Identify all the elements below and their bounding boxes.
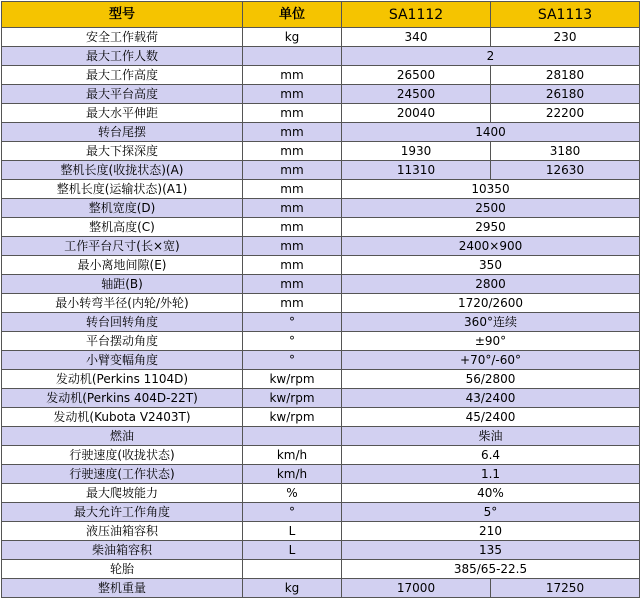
spec-label: 液压油箱容积 [2,522,243,541]
spec-label: 最大工作高度 [2,66,243,85]
spec-label: 最小转弯半径(内轮/外轮) [2,294,243,313]
spec-unit: mm [243,123,342,142]
spec-value: 10350 [342,180,640,199]
spec-value-sa1112: 340 [342,28,491,47]
spec-value: 360°连续 [342,313,640,332]
spec-value: 43/2400 [342,389,640,408]
table-row [2,522,640,541]
spec-value: 135 [342,541,640,560]
spec-unit [243,560,342,579]
header-sa1113: SA1113 [491,2,640,28]
spec-unit: kw/rpm [243,370,342,389]
table-row [2,161,640,180]
table-row [2,332,640,351]
spec-unit: km/h [243,465,342,484]
spec-label: 轴距(B) [2,275,243,294]
spec-value-sa1112: 24500 [342,85,491,104]
spec-unit: mm [243,85,342,104]
spec-unit: ° [243,351,342,370]
spec-value: 1.1 [342,465,640,484]
spec-label: 行驶速度(收拢状态) [2,446,243,465]
spec-body [2,28,640,598]
table-row [2,237,640,256]
spec-value: 350 [342,256,640,275]
header-unit: 单位 [243,2,342,28]
spec-value: 2 [342,47,640,66]
spec-value-sa1113: 12630 [491,161,640,180]
header-model: 型号 [2,2,243,28]
spec-unit: mm [243,66,342,85]
spec-unit: kg [243,28,342,47]
spec-value-sa1112: 26500 [342,66,491,85]
spec-value: 6.4 [342,446,640,465]
spec-unit: mm [243,237,342,256]
spec-unit: mm [243,104,342,123]
spec-value: 1400 [342,123,640,142]
spec-value: 385/65-22.5 [342,560,640,579]
spec-unit: mm [243,161,342,180]
spec-unit [243,427,342,446]
table-row [2,28,640,47]
spec-value: 56/2800 [342,370,640,389]
spec-unit: ° [243,313,342,332]
table-row [2,142,640,161]
spec-unit: mm [243,142,342,161]
spec-value: 2800 [342,275,640,294]
spec-label: 最大平台高度 [2,85,243,104]
spec-label: 转台尾摆 [2,123,243,142]
spec-unit: mm [243,180,342,199]
spec-label: 转台回转角度 [2,313,243,332]
table-row [2,294,640,313]
spec-label: 平台摆动角度 [2,332,243,351]
spec-value: 柴油 [342,427,640,446]
spec-unit: mm [243,218,342,237]
spec-value: 2400×900 [342,237,640,256]
table-row [2,66,640,85]
spec-unit: mm [243,199,342,218]
spec-label: 整机高度(C) [2,218,243,237]
spec-table [1,1,640,598]
spec-label: 工作平台尺寸(长×宽) [2,237,243,256]
table-row [2,465,640,484]
spec-unit [243,47,342,66]
table-row [2,47,640,66]
spec-value: +70°/-60° [342,351,640,370]
spec-unit: mm [243,294,342,313]
spec-label: 整机宽度(D) [2,199,243,218]
table-row [2,560,640,579]
table-row [2,579,640,598]
spec-label: 最大爬坡能力 [2,484,243,503]
table-row [2,484,640,503]
spec-value: ±90° [342,332,640,351]
table-row [2,370,640,389]
spec-unit: ° [243,503,342,522]
table-row [2,256,640,275]
table-row [2,541,640,560]
spec-value: 1720/2600 [342,294,640,313]
spec-value: 5° [342,503,640,522]
spec-value: 45/2400 [342,408,640,427]
spec-value-sa1112: 17000 [342,579,491,598]
spec-unit: kg [243,579,342,598]
spec-value: 210 [342,522,640,541]
spec-unit: km/h [243,446,342,465]
table-row [2,275,640,294]
spec-unit: % [243,484,342,503]
header-sa1112: SA1112 [342,2,491,28]
header-row [2,2,640,28]
table-row [2,85,640,104]
spec-unit: L [243,541,342,560]
spec-value-sa1113: 3180 [491,142,640,161]
spec-label: 最大工作人数 [2,47,243,66]
spec-label: 柴油箱容积 [2,541,243,560]
table-row [2,446,640,465]
table-row [2,180,640,199]
spec-label: 最大水平伸距 [2,104,243,123]
table-row [2,503,640,522]
spec-label: 行驶速度(工作状态) [2,465,243,484]
spec-label: 安全工作载荷 [2,28,243,47]
spec-label: 最小离地间隙(E) [2,256,243,275]
spec-value: 2500 [342,199,640,218]
spec-label: 发动机(Kubota V2403T) [2,408,243,427]
table-row [2,313,640,332]
spec-unit: kw/rpm [243,408,342,427]
spec-value-sa1113: 230 [491,28,640,47]
spec-label: 整机长度(运输状态)(A1) [2,180,243,199]
spec-unit: kw/rpm [243,389,342,408]
spec-value-sa1112: 11310 [342,161,491,180]
spec-unit: mm [243,256,342,275]
table-row [2,199,640,218]
spec-value-sa1113: 26180 [491,85,640,104]
table-row [2,218,640,237]
table-row [2,351,640,370]
spec-value-sa1113: 22200 [491,104,640,123]
table-row [2,104,640,123]
spec-value-sa1113: 17250 [491,579,640,598]
spec-label: 最大下探深度 [2,142,243,161]
spec-unit: mm [243,275,342,294]
spec-label: 轮胎 [2,560,243,579]
spec-label: 整机重量 [2,579,243,598]
spec-value-sa1112: 20040 [342,104,491,123]
table-row [2,389,640,408]
spec-label: 小臂变幅角度 [2,351,243,370]
table-row [2,123,640,142]
spec-label: 最大允许工作角度 [2,503,243,522]
spec-label: 发动机(Perkins 404D-22T) [2,389,243,408]
spec-value-sa1113: 28180 [491,66,640,85]
spec-label: 整机长度(收拢状态)(A) [2,161,243,180]
spec-label: 燃油 [2,427,243,446]
spec-label: 发动机(Perkins 1104D) [2,370,243,389]
spec-value-sa1112: 1930 [342,142,491,161]
spec-unit: ° [243,332,342,351]
spec-unit: L [243,522,342,541]
table-row [2,427,640,446]
spec-value: 40% [342,484,640,503]
table-row [2,408,640,427]
spec-value: 2950 [342,218,640,237]
